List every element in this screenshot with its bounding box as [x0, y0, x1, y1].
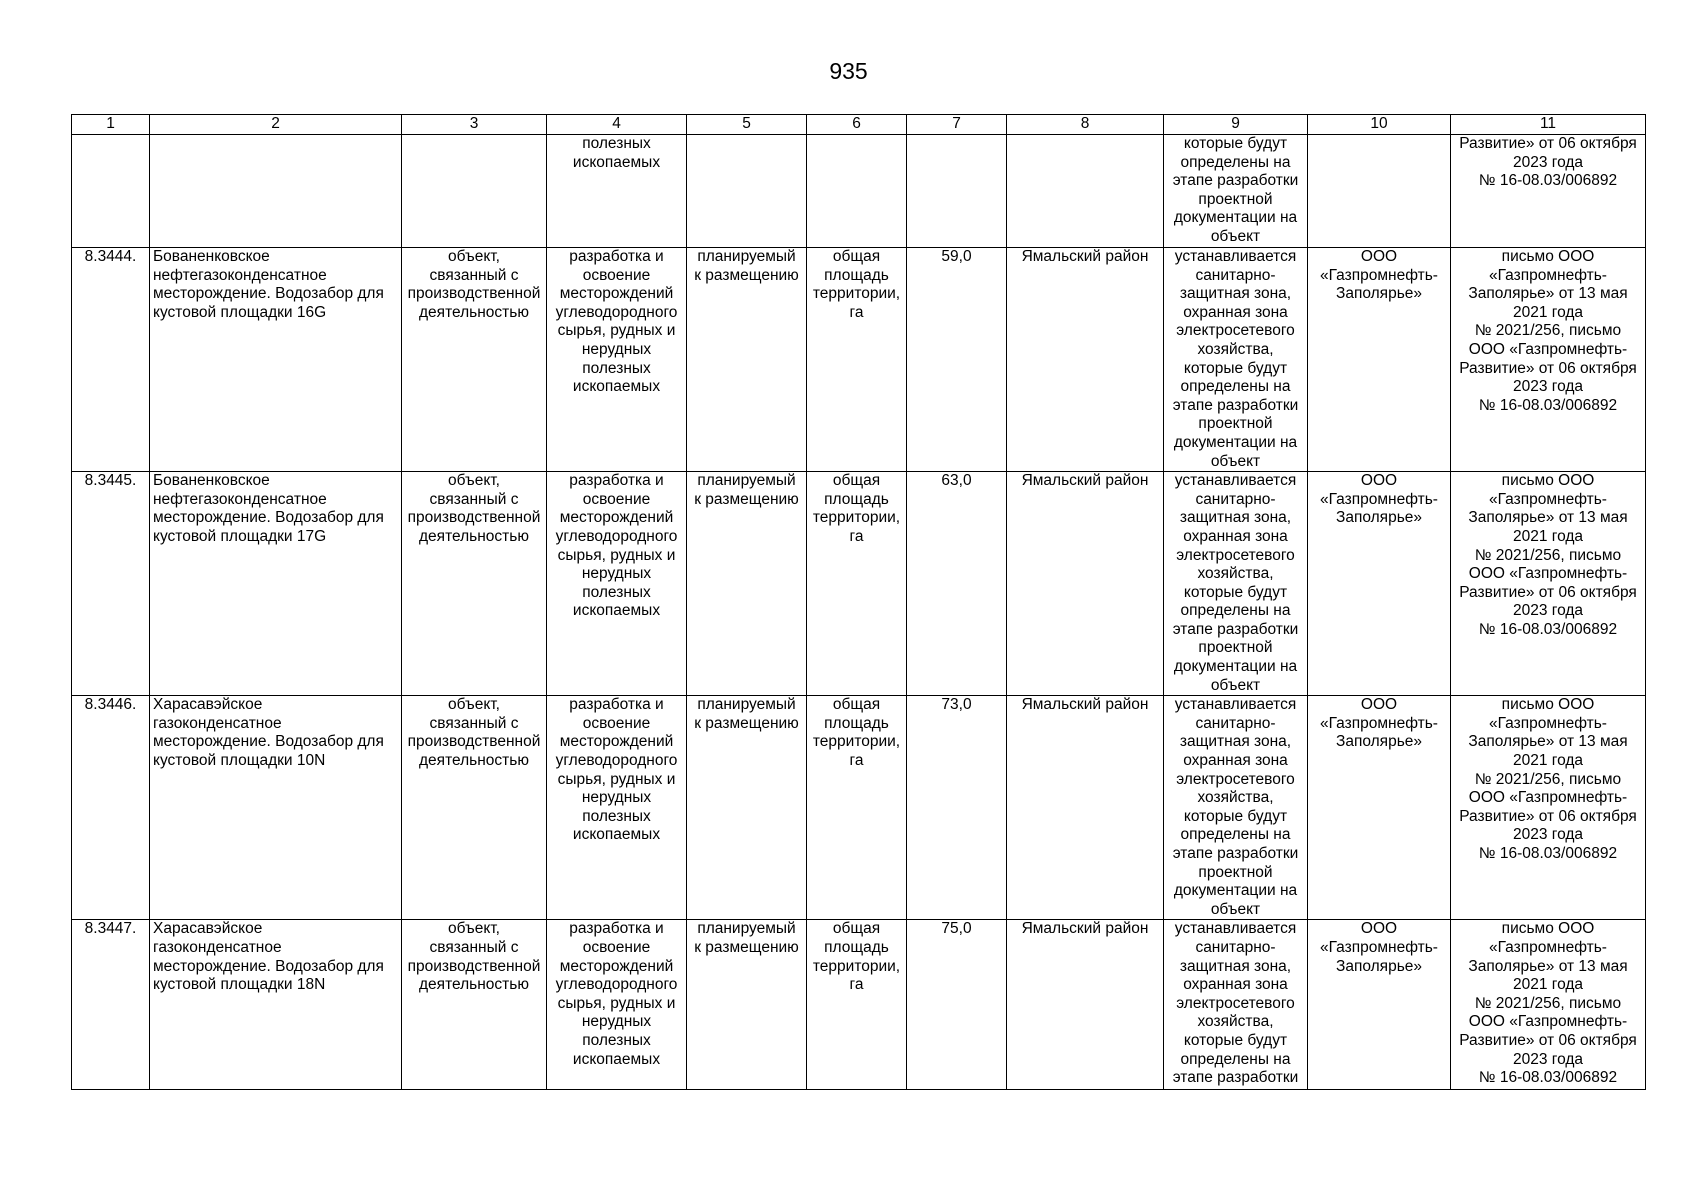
cell-object-type: [547, 696, 687, 920]
cell-line: разработка и: [569, 696, 664, 714]
cell-line: проектной: [1198, 415, 1273, 433]
cell-line: полезных: [582, 1031, 651, 1049]
cell-line: месторождение. Водозабор для: [153, 957, 384, 975]
cell-line: планируемый: [697, 920, 796, 938]
cell-line: определены на: [1180, 153, 1291, 171]
cell-line: которые будут: [1183, 807, 1288, 825]
column-header-2: 2: [150, 115, 402, 135]
cell-line: к размещению: [694, 714, 799, 732]
cell-line: месторождений: [559, 285, 674, 303]
cell-source-document: [1451, 920, 1646, 1090]
cell-line: освоение: [582, 490, 651, 508]
cell-line: № 2021/256, письмо: [1474, 546, 1622, 564]
cell-location: [1007, 696, 1164, 920]
column-header-1: 1: [72, 115, 150, 135]
cell-line: площадь: [824, 714, 889, 732]
cell-line: 59,0: [941, 248, 972, 265]
cell-line: общая: [832, 472, 881, 490]
column-header-4: 4: [547, 115, 687, 135]
cell-line: территории,: [812, 285, 901, 303]
cell-line: Ямальский район: [1021, 472, 1149, 490]
cell-line: «Газпромнефть-: [1320, 490, 1438, 508]
cell-line: объект: [1210, 227, 1261, 245]
cell-line: деятельностью: [419, 752, 529, 770]
cell-line: нефтегазоконденсатное: [153, 490, 327, 508]
column-header-7: 7: [907, 115, 1007, 135]
column-header-9: 9: [1164, 115, 1308, 135]
cell-characteristic-name: [807, 135, 907, 248]
cell-line: защитная зона,: [1179, 957, 1292, 975]
cell-line: № 16-08.03/006892: [1478, 1069, 1618, 1087]
cell-line: электросетевого: [1176, 994, 1295, 1012]
cell-line: Ямальский район: [1021, 920, 1149, 938]
cell-line: Харасавэйское: [153, 920, 263, 938]
cell-line: связанный с: [429, 938, 519, 956]
cell-line: разработка и: [569, 248, 664, 265]
cell-line: этапе разработки: [1172, 1069, 1299, 1087]
cell-line: охранная зона: [1183, 527, 1288, 545]
cell-object-name: [150, 248, 402, 472]
cell-source-document: [1451, 135, 1646, 248]
cell-line: объект,: [448, 920, 500, 938]
cell-line: 2021 года: [1512, 303, 1584, 321]
cell-line: 8.3447.: [84, 920, 137, 938]
cell-line: Бованенковское: [153, 248, 270, 265]
cell-line: «Газпромнефть-: [1320, 938, 1438, 956]
column-header-8: 8: [1007, 115, 1164, 135]
page-number: 935: [829, 58, 868, 84]
cell-item-number: [72, 696, 150, 920]
cell-line: хозяйства,: [1197, 789, 1274, 807]
cell-line: Заполярье» от 13 мая: [1468, 509, 1628, 527]
cell-line: общая: [832, 248, 881, 265]
cell-line: электросетевого: [1176, 770, 1295, 788]
cell-line: объект: [1210, 452, 1261, 470]
cell-line: нефтегазоконденсатное: [153, 266, 327, 284]
cell-line: хозяйства,: [1197, 565, 1274, 583]
cell-line: Заполярье»: [1335, 509, 1423, 527]
cell-characteristic-value: [907, 472, 1007, 696]
cell-line: документации на: [1173, 658, 1298, 676]
cell-line: 2021 года: [1512, 752, 1584, 770]
cell-line: объект: [1210, 676, 1261, 694]
cell-object-status: [687, 920, 807, 1090]
cell-source-document: [1451, 696, 1646, 920]
cell-line: га: [849, 976, 864, 994]
cell-item-number: [72, 248, 150, 472]
cell-line: кустовой площадки 16G: [153, 303, 327, 321]
cell-line: письмо ООО: [1501, 248, 1595, 265]
cell-line: территории,: [812, 957, 901, 975]
cell-object-status: [687, 248, 807, 472]
cell-line: проектной: [1198, 639, 1273, 657]
cell-line: санитарно-: [1195, 490, 1276, 508]
cell-line: которые будут: [1183, 359, 1288, 377]
table-row: [72, 920, 1646, 1090]
cell-line: производственной: [407, 733, 541, 751]
cell-line: «Газпромнефть-: [1489, 714, 1607, 732]
column-header-6: 6: [807, 115, 907, 135]
cell-object-name: [150, 920, 402, 1090]
cell-object-purpose: [402, 248, 547, 472]
cell-line: деятельностью: [419, 976, 529, 994]
cell-line: ООО «Газпромнефть-: [1468, 340, 1628, 358]
cell-line: Заполярье»: [1335, 957, 1423, 975]
cell-line: полезных: [582, 583, 651, 601]
cell-line: 8.3445.: [84, 472, 137, 490]
cell-line: № 16-08.03/006892: [1478, 620, 1618, 638]
cell-characteristic-name: [807, 472, 907, 696]
cell-line: полезных: [582, 807, 651, 825]
cell-line: площадь: [824, 938, 889, 956]
cell-line: Развитие» от 06 октября: [1459, 583, 1637, 601]
cell-line: № 2021/256, письмо: [1474, 322, 1622, 340]
cell-zone-description: [1164, 920, 1308, 1090]
cell-line: территории,: [812, 733, 901, 751]
cell-line: деятельностью: [419, 527, 529, 545]
cell-line: санитарно-: [1195, 266, 1276, 284]
cell-line: 2023 года: [1512, 826, 1584, 844]
cell-object-status: [687, 135, 807, 248]
cell-object-type: [547, 135, 687, 248]
cell-object-type: [547, 920, 687, 1090]
cell-line: Харасавэйское: [153, 696, 263, 714]
cell-line: объект,: [448, 248, 500, 265]
column-header-5: 5: [687, 115, 807, 135]
cell-line: ООО: [1360, 472, 1398, 490]
cell-line: устанавливается: [1174, 920, 1297, 938]
cell-line: 2023 года: [1512, 378, 1584, 396]
registry-table: [71, 114, 1646, 1090]
cell-zone-description: [1164, 472, 1308, 696]
cell-line: территории,: [812, 509, 901, 527]
cell-line: 73,0: [941, 696, 972, 714]
cell-line: санитарно-: [1195, 714, 1276, 732]
cell-line: Заполярье»: [1335, 733, 1423, 751]
table-row: [72, 472, 1646, 696]
cell-line: производственной: [407, 285, 541, 303]
cell-line: ООО: [1360, 248, 1398, 265]
cell-line: определены на: [1180, 602, 1291, 620]
cell-line: Ямальский район: [1021, 696, 1149, 714]
cell-line: проектной: [1198, 863, 1273, 881]
cell-line: определены на: [1180, 1050, 1291, 1068]
cell-line: электросетевого: [1176, 322, 1295, 340]
cell-line: Заполярье» от 13 мая: [1468, 957, 1628, 975]
cell-object-type: [547, 472, 687, 696]
cell-line: электросетевого: [1176, 546, 1295, 564]
cell-source-document: [1451, 248, 1646, 472]
cell-line: разработка и: [569, 920, 664, 938]
cell-line: документации на: [1173, 209, 1298, 227]
cell-line: 63,0: [941, 472, 972, 490]
cell-line: связанный с: [429, 714, 519, 732]
cell-line: которые будут: [1183, 135, 1288, 152]
cell-initiator: [1308, 135, 1451, 248]
cell-line: к размещению: [694, 490, 799, 508]
cell-line: Бованенковское: [153, 472, 270, 490]
cell-line: 2021 года: [1512, 976, 1584, 994]
cell-line: нерудных: [581, 565, 652, 583]
cell-line: ООО: [1360, 696, 1398, 714]
cell-initiator: [1308, 696, 1451, 920]
cell-line: ООО «Газпромнефть-: [1468, 565, 1628, 583]
cell-line: площадь: [824, 266, 889, 284]
cell-line: Заполярье» от 13 мая: [1468, 733, 1628, 751]
cell-line: ООО: [1360, 920, 1398, 938]
table-row: [72, 248, 1646, 472]
cell-characteristic-value: [907, 248, 1007, 472]
column-header-10: 10: [1308, 115, 1451, 135]
cell-line: освоение: [582, 938, 651, 956]
cell-characteristic-value: [907, 135, 1007, 248]
cell-object-purpose: [402, 696, 547, 920]
cell-object-purpose: [402, 920, 547, 1090]
cell-line: кустовой площадки 18N: [153, 976, 326, 994]
cell-characteristic-name: [807, 920, 907, 1090]
cell-line: 75,0: [941, 920, 972, 938]
cell-line: углеводородного: [555, 303, 678, 321]
cell-line: устанавливается: [1174, 472, 1297, 490]
cell-object-type: [547, 248, 687, 472]
cell-line: «Газпромнефть-: [1320, 266, 1438, 284]
column-header-3: 3: [402, 115, 547, 135]
cell-line: ископаемых: [572, 153, 661, 171]
cell-line: ООО «Газпромнефть-: [1468, 789, 1628, 807]
cell-line: охранная зона: [1183, 752, 1288, 770]
cell-location: [1007, 135, 1164, 248]
cell-line: «Газпромнефть-: [1320, 714, 1438, 732]
table-row: [72, 696, 1646, 920]
cell-characteristic-value: [907, 696, 1007, 920]
cell-line: связанный с: [429, 490, 519, 508]
cell-line: № 2021/256, письмо: [1474, 994, 1622, 1012]
cell-line: га: [849, 752, 864, 770]
cell-line: устанавливается: [1174, 696, 1297, 714]
cell-line: этапе разработки: [1172, 845, 1299, 862]
cell-line: хозяйства,: [1197, 340, 1274, 358]
cell-line: Развитие» от 06 октября: [1459, 135, 1637, 152]
cell-line: устанавливается: [1174, 248, 1297, 265]
cell-line: га: [849, 303, 864, 321]
cell-characteristic-name: [807, 248, 907, 472]
cell-line: № 2021/256, письмо: [1474, 770, 1622, 788]
cell-line: письмо ООО: [1501, 472, 1595, 490]
cell-object-name: [150, 472, 402, 696]
cell-line: планируемый: [697, 248, 796, 265]
cell-line: определены на: [1180, 826, 1291, 844]
cell-line: месторождений: [559, 957, 674, 975]
cell-line: № 16-08.03/006892: [1478, 172, 1618, 190]
cell-initiator: [1308, 248, 1451, 472]
cell-line: которые будут: [1183, 1031, 1288, 1049]
cell-line: этапе разработки: [1172, 620, 1299, 638]
cell-item-number: [72, 135, 150, 248]
cell-line: охранная зона: [1183, 976, 1288, 994]
cell-line: полезных: [582, 359, 651, 377]
column-number-row: [72, 115, 1646, 135]
cell-line: «Газпромнефть-: [1489, 266, 1607, 284]
table-body: [72, 135, 1646, 1090]
cell-line: нерудных: [581, 789, 652, 807]
cell-line: 2023 года: [1512, 602, 1584, 620]
cell-line: объект: [1210, 900, 1261, 918]
cell-initiator: [1308, 920, 1451, 1090]
cell-line: освоение: [582, 714, 651, 732]
cell-object-name: [150, 135, 402, 248]
cell-line: 2021 года: [1512, 527, 1584, 545]
cell-line: ископаемых: [572, 1050, 661, 1068]
cell-line: планируемый: [697, 696, 796, 714]
cell-zone-description: [1164, 135, 1308, 248]
column-header-11: 11: [1451, 115, 1646, 135]
cell-line: документации на: [1173, 882, 1298, 900]
cell-line: этапе разработки: [1172, 396, 1299, 414]
cell-item-number: [72, 920, 150, 1090]
cell-line: Ямальский район: [1021, 248, 1149, 265]
cell-line: защитная зона,: [1179, 733, 1292, 751]
cell-object-name: [150, 696, 402, 920]
cell-line: га: [849, 527, 864, 545]
cell-line: защитная зона,: [1179, 285, 1292, 303]
cell-line: ископаемых: [572, 602, 661, 620]
cell-line: к размещению: [694, 266, 799, 284]
cell-line: 2023 года: [1512, 1050, 1584, 1068]
cell-line: нерудных: [581, 1013, 652, 1031]
cell-line: углеводородного: [555, 527, 678, 545]
cell-line: производственной: [407, 509, 541, 527]
cell-zone-description: [1164, 696, 1308, 920]
cell-line: к размещению: [694, 938, 799, 956]
cell-line: определены на: [1180, 378, 1291, 396]
cell-line: общая: [832, 920, 881, 938]
cell-line: газоконденсатное: [153, 714, 282, 732]
cell-line: общая: [832, 696, 881, 714]
cell-line: площадь: [824, 490, 889, 508]
cell-line: письмо ООО: [1501, 920, 1595, 938]
cell-location: [1007, 472, 1164, 696]
cell-line: ископаемых: [572, 826, 661, 844]
cell-line: Развитие» от 06 октября: [1459, 1031, 1637, 1049]
cell-line: Заполярье»: [1335, 285, 1423, 303]
cell-line: углеводородного: [555, 752, 678, 770]
cell-line: деятельностью: [419, 303, 529, 321]
cell-line: месторождение. Водозабор для: [153, 733, 384, 751]
cell-object-status: [687, 696, 807, 920]
cell-line: «Газпромнефть-: [1489, 490, 1607, 508]
table-row: [72, 135, 1646, 248]
cell-line: проектной: [1198, 190, 1273, 208]
cell-line: № 16-08.03/006892: [1478, 396, 1618, 414]
cell-line: месторождение. Водозабор для: [153, 285, 384, 303]
cell-location: [1007, 248, 1164, 472]
cell-line: 8.3444.: [84, 248, 137, 265]
cell-object-status: [687, 472, 807, 696]
cell-line: которые будут: [1183, 583, 1288, 601]
cell-line: полезных: [582, 135, 651, 152]
cell-line: нерудных: [581, 340, 652, 358]
cell-line: сырья, рудных и: [557, 994, 676, 1012]
cell-line: письмо ООО: [1501, 696, 1595, 714]
cell-line: кустовой площадки 10N: [153, 752, 326, 770]
cell-line: Заполярье» от 13 мая: [1468, 285, 1628, 303]
cell-line: Развитие» от 06 октября: [1459, 359, 1637, 377]
cell-initiator: [1308, 472, 1451, 696]
cell-line: № 16-08.03/006892: [1478, 845, 1618, 862]
cell-line: производственной: [407, 957, 541, 975]
cell-line: ООО «Газпромнефть-: [1468, 1013, 1628, 1031]
cell-line: углеводородного: [555, 976, 678, 994]
cell-item-number: [72, 472, 150, 696]
cell-line: документации на: [1173, 433, 1298, 451]
cell-object-purpose: [402, 135, 547, 248]
cell-characteristic-value: [907, 920, 1007, 1090]
cell-line: санитарно-: [1195, 938, 1276, 956]
cell-line: сырья, рудных и: [557, 546, 676, 564]
cell-source-document: [1451, 472, 1646, 696]
cell-line: защитная зона,: [1179, 509, 1292, 527]
cell-zone-description: [1164, 248, 1308, 472]
cell-line: Развитие» от 06 октября: [1459, 807, 1637, 825]
cell-line: хозяйства,: [1197, 1013, 1274, 1031]
cell-line: кустовой площадки 17G: [153, 527, 327, 545]
cell-line: связанный с: [429, 266, 519, 284]
cell-line: ископаемых: [572, 378, 661, 396]
cell-line: сырья, рудных и: [557, 770, 676, 788]
cell-line: 2023 года: [1512, 153, 1584, 171]
cell-line: сырья, рудных и: [557, 322, 676, 340]
cell-line: объект,: [448, 472, 500, 490]
cell-characteristic-name: [807, 696, 907, 920]
cell-line: месторождений: [559, 509, 674, 527]
cell-line: освоение: [582, 266, 651, 284]
cell-line: 8.3446.: [84, 696, 137, 714]
cell-object-purpose: [402, 472, 547, 696]
cell-line: «Газпромнефть-: [1489, 938, 1607, 956]
cell-line: планируемый: [697, 472, 796, 490]
cell-line: охранная зона: [1183, 303, 1288, 321]
cell-location: [1007, 920, 1164, 1090]
cell-line: разработка и: [569, 472, 664, 490]
cell-line: этапе разработки: [1172, 172, 1299, 190]
cell-line: объект,: [448, 696, 500, 714]
cell-line: месторождений: [559, 733, 674, 751]
cell-line: месторождение. Водозабор для: [153, 509, 384, 527]
cell-line: газоконденсатное: [153, 938, 282, 956]
